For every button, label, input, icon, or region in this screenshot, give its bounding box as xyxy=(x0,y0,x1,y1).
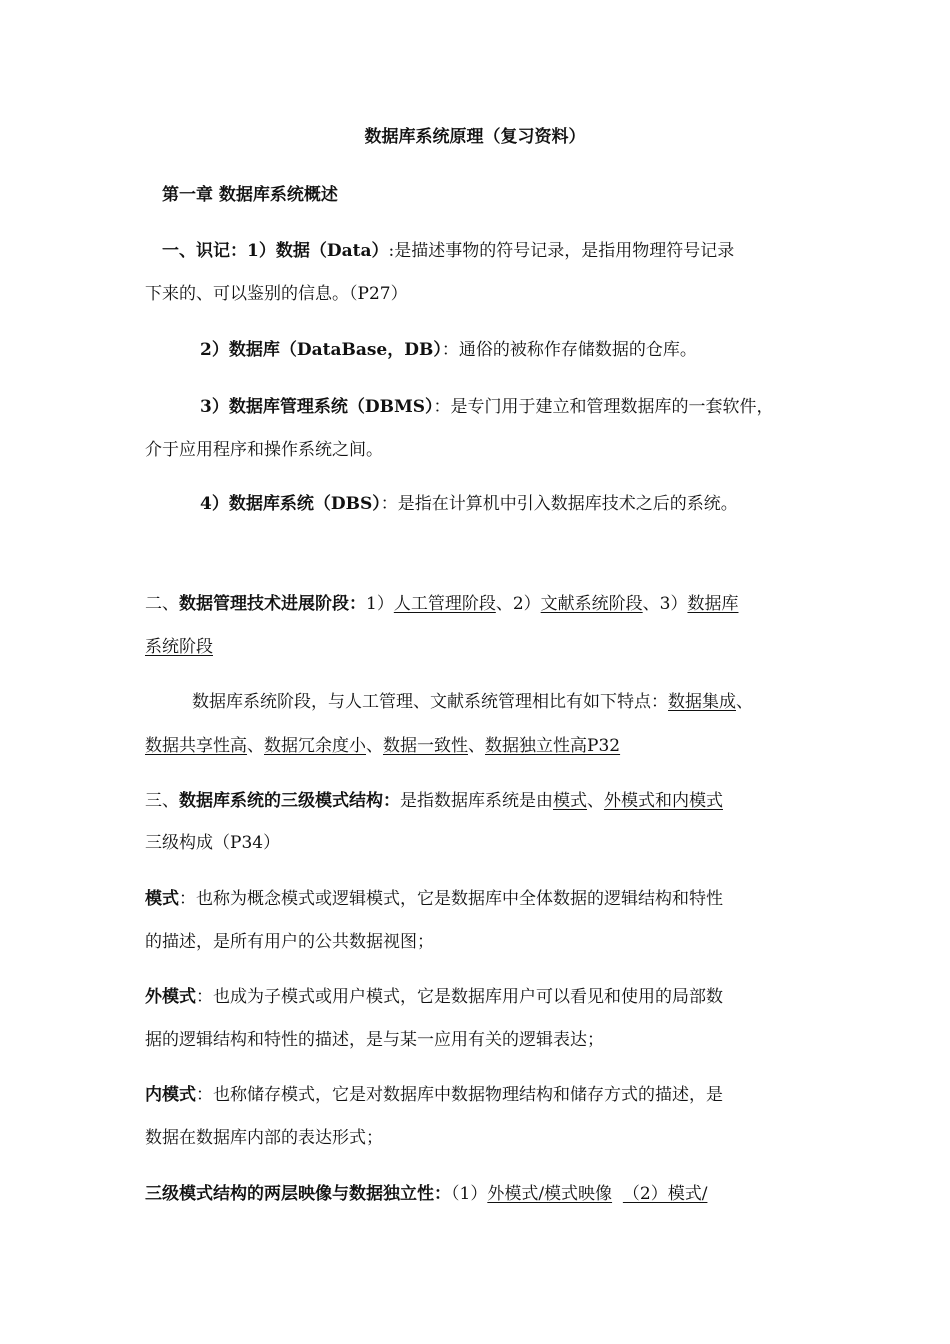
stage-3a: 数据库 xyxy=(687,594,739,614)
feature-4: 数据一致性 xyxy=(383,736,468,756)
page-title: 数据库系统原理（复习资料） xyxy=(364,127,586,147)
s1-item3-term: 3）数据库管理系统（DBMS） xyxy=(200,397,434,417)
feature-2: 数据共享性高 xyxy=(145,736,247,756)
ext-def: ：也成为子模式或用户模式，它是数据库用户可以看见和使用的局部数 xyxy=(196,987,723,1007)
s2-features xyxy=(192,690,753,714)
mapping-label: 三级模式结构的两层映像与数据独立性： xyxy=(145,1184,451,1204)
s2-heading-cont xyxy=(145,635,213,659)
mapping-n1: （1） xyxy=(451,1184,488,1204)
s1-item2 xyxy=(200,338,697,362)
feature-3: 数据冗余度小 xyxy=(264,736,366,756)
schema-label: 模式 xyxy=(145,889,179,909)
schema-line xyxy=(145,887,723,911)
s3-heading-line xyxy=(145,789,723,813)
schema-cont: 的描述，是所有用户的公共数据视图； xyxy=(145,932,434,952)
chapter-heading: 第一章 数据库系统概述 xyxy=(162,185,338,205)
s1-item2-term: 2）数据库（DataBase，DB） xyxy=(200,340,442,360)
mapping-gap xyxy=(612,1184,623,1204)
s3-number: 三、 xyxy=(145,791,179,811)
s1-item3-def: ：是专门用于建立和管理数据库的一套软件， xyxy=(433,397,774,417)
s3-heading: 数据库系统的三级模式结构： xyxy=(179,791,400,811)
s1-item4-term: 4）数据库系统（DBS） xyxy=(200,494,381,514)
feature-1: 数据集成 xyxy=(668,692,736,712)
s3-text: 是指数据库系统是由 xyxy=(400,791,553,811)
feature-5: 数据独立性高P32 xyxy=(485,736,621,756)
s3-heading-cont: 三级构成（P34） xyxy=(145,833,281,853)
int-label: 内模式 xyxy=(145,1085,196,1105)
mapping-1: 外模式/模式映像 xyxy=(487,1184,613,1204)
int-def: ：也称储存模式，它是对数据库中数据物理结构和储存方式的描述，是 xyxy=(196,1085,723,1105)
s2-features-cont xyxy=(145,734,620,758)
stage-2: 文献系统阶段 xyxy=(540,594,643,614)
sep-5: 、 xyxy=(587,791,604,811)
s1-line1-cont: 下来的、可以鉴别的信息。（P27） xyxy=(145,284,408,304)
mapping-2: （2）模式/ xyxy=(622,1184,708,1204)
stage-1: 人工管理阶段 xyxy=(393,594,496,614)
s1-lead: 一、识记：1）数据（Data） xyxy=(162,241,389,261)
ext-int-term: 外模式和内模式 xyxy=(604,791,723,811)
sep-3: 、 xyxy=(366,736,383,756)
s1-item3 xyxy=(200,395,774,419)
schema-term: 模式 xyxy=(553,791,587,811)
s1-item4-def: ：是指在计算机中引入数据库技术之后的系统。 xyxy=(380,494,738,514)
s2-n2: 、2） xyxy=(495,594,541,614)
schema-def: ：也称为概念模式或逻辑模式，它是数据库中全体数据的逻辑结构和特性 xyxy=(179,889,723,909)
s1-item2-def: ：通俗的被称作存储数据的仓库。 xyxy=(441,340,697,360)
mapping-line xyxy=(145,1182,707,1206)
s1-item3-cont: 介于应用程序和操作系统之间。 xyxy=(145,440,383,460)
ext-label: 外模式 xyxy=(145,987,196,1007)
s2-heading: 数据管理技术进展阶段： xyxy=(179,594,366,614)
s2-heading-line xyxy=(145,592,738,616)
s2-n3: 、3） xyxy=(642,594,688,614)
int-line xyxy=(145,1083,723,1107)
sep-4: 、 xyxy=(468,736,485,756)
stage-3b: 系统阶段 xyxy=(145,637,213,657)
s1-data-def: :是描述事物的符号记录，是指用物理符号记录 xyxy=(388,241,735,261)
sep-2: 、 xyxy=(247,736,264,756)
s2-n1: 1） xyxy=(366,594,394,614)
s1-item4 xyxy=(200,492,738,516)
int-cont: 数据在数据库内部的表达形式； xyxy=(145,1128,383,1148)
sep-1: 、 xyxy=(736,692,753,712)
s2-feat-intro: 数据库系统阶段，与人工管理、文献系统管理相比有如下特点： xyxy=(192,692,668,712)
ext-cont: 据的逻辑结构和特性的描述，是与某一应用有关的逻辑表达； xyxy=(145,1030,604,1050)
s1-line1 xyxy=(162,239,734,263)
s2-number: 二、 xyxy=(145,594,179,614)
ext-line xyxy=(145,985,723,1009)
